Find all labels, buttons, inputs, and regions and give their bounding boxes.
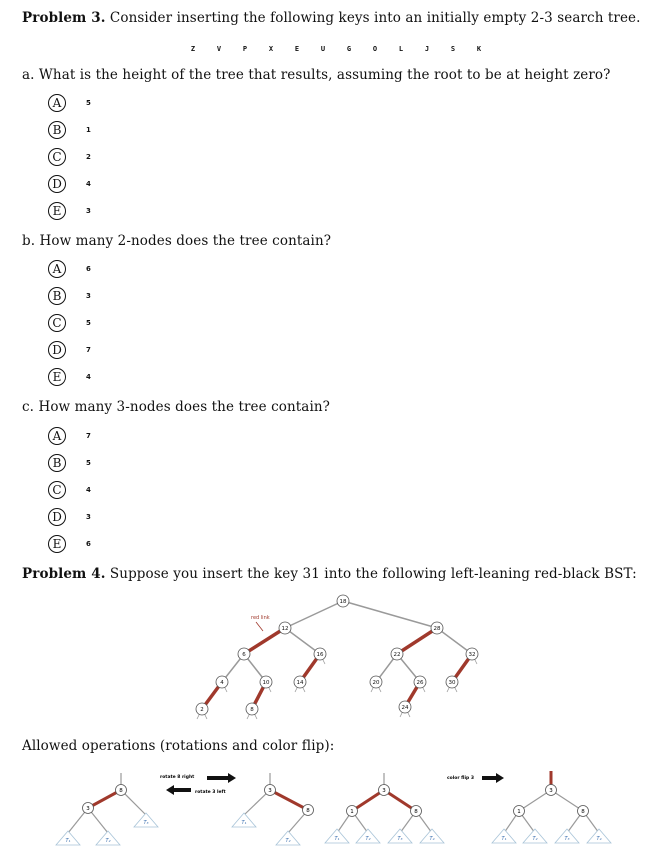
svg-text:3: 3 xyxy=(86,806,90,812)
color-flip-after-tree xyxy=(492,771,611,843)
option-letter: E xyxy=(48,202,66,220)
option-value: 1 xyxy=(86,126,91,134)
key: Z xyxy=(190,45,196,53)
rotate-right-label: rotate 8 right xyxy=(160,775,195,780)
key: S xyxy=(450,45,456,53)
option-letter: B xyxy=(48,121,66,139)
svg-text:3: 3 xyxy=(382,788,386,794)
red-link-pointer xyxy=(256,622,263,631)
tree-node xyxy=(466,648,478,660)
svg-text:20: 20 xyxy=(372,680,380,686)
option-value: 3 xyxy=(86,207,91,215)
option-b-E[interactable] xyxy=(48,367,91,387)
svg-text:T₃: T₃ xyxy=(397,836,403,842)
option-value: 6 xyxy=(86,540,91,548)
option-value: 4 xyxy=(86,373,91,381)
svg-text:8: 8 xyxy=(306,808,310,814)
tree-node xyxy=(246,703,258,715)
svg-text:T₁: T₁ xyxy=(501,836,507,842)
key: P xyxy=(242,45,248,53)
tree-node xyxy=(446,676,458,688)
key: E xyxy=(294,45,300,53)
tree-node xyxy=(391,648,403,660)
svg-text:T₂: T₂ xyxy=(532,836,538,842)
key: V xyxy=(216,45,222,53)
option-a-B[interactable] xyxy=(48,120,91,140)
tree-node xyxy=(216,676,228,688)
option-letter: B xyxy=(48,287,66,305)
tree-node xyxy=(279,622,291,634)
svg-text:32: 32 xyxy=(468,652,476,658)
tree-node xyxy=(414,676,426,688)
svg-text:T₄: T₄ xyxy=(429,836,435,842)
option-c-C[interactable] xyxy=(48,480,91,500)
tree-node xyxy=(238,648,250,660)
tree-node xyxy=(196,703,208,715)
tree-node xyxy=(431,622,443,634)
color-flip-before-tree xyxy=(325,773,444,843)
option-letter: D xyxy=(48,175,66,193)
svg-text:12: 12 xyxy=(281,626,289,632)
color-flip-label: color flip 3 xyxy=(447,776,474,781)
svg-text:28: 28 xyxy=(433,626,441,632)
svg-text:16: 16 xyxy=(316,652,324,658)
tree-node xyxy=(314,648,326,660)
tree-node xyxy=(337,595,349,607)
question-b: b. How many 2-nodes does the tree contain? xyxy=(22,233,332,249)
svg-text:T₃: T₃ xyxy=(564,836,570,842)
tree-edge-black xyxy=(285,601,343,628)
option-value: 4 xyxy=(86,486,91,494)
option-letter: E xyxy=(48,535,66,553)
option-c-D[interactable] xyxy=(48,507,91,527)
option-a-C[interactable] xyxy=(48,147,91,167)
svg-text:1: 1 xyxy=(350,809,354,815)
problem-4-label: Problem 4. xyxy=(22,566,106,582)
option-c-E[interactable] xyxy=(48,534,91,554)
option-value: 7 xyxy=(86,432,91,440)
problem-3-label: Problem 3. xyxy=(22,10,106,26)
llrb-tree-diagram xyxy=(0,590,672,730)
svg-text:1: 1 xyxy=(517,809,521,815)
svg-text:T₄: T₄ xyxy=(596,836,602,842)
rotation-before-tree xyxy=(56,773,158,845)
key: K xyxy=(476,45,482,53)
option-value: 4 xyxy=(86,180,91,188)
tree-edge-red xyxy=(244,628,285,654)
option-letter: D xyxy=(48,341,66,359)
option-b-A[interactable] xyxy=(48,259,91,279)
svg-text:3: 3 xyxy=(268,788,272,794)
option-a-A[interactable] xyxy=(48,93,91,113)
option-letter: D xyxy=(48,508,66,526)
allowed-operations-text: Allowed operations (rotations and color flip): xyxy=(22,738,335,754)
option-letter: B xyxy=(48,454,66,472)
tree-edge-black xyxy=(343,601,437,628)
option-value: 5 xyxy=(86,319,91,327)
rotation-after-tree xyxy=(232,773,314,845)
problem-3-statement xyxy=(22,10,641,26)
option-c-B[interactable] xyxy=(48,453,91,473)
svg-text:T₁: T₁ xyxy=(241,820,247,826)
problem-3-text: Consider inserting the following keys into an initially empty 2-3 search tree. xyxy=(109,10,641,26)
option-value: 3 xyxy=(86,513,91,521)
tree-node xyxy=(399,701,411,713)
option-value: 6 xyxy=(86,265,91,273)
svg-text:T₂: T₂ xyxy=(105,838,111,844)
key: G xyxy=(346,45,352,53)
tree-node xyxy=(370,676,382,688)
svg-text:14: 14 xyxy=(296,680,304,686)
svg-text:24: 24 xyxy=(401,705,409,711)
option-b-C[interactable] xyxy=(48,313,91,333)
option-letter: C xyxy=(48,481,66,499)
svg-text:18: 18 xyxy=(339,599,347,605)
option-letter: C xyxy=(48,148,66,166)
svg-text:8: 8 xyxy=(250,707,254,713)
option-value: 7 xyxy=(86,346,91,354)
option-letter: A xyxy=(48,94,66,112)
red-link-label: red link xyxy=(251,615,270,621)
arrow-right-icon xyxy=(482,773,504,783)
svg-text:10: 10 xyxy=(262,680,270,686)
key-sequence xyxy=(0,45,672,53)
key: O xyxy=(372,45,378,53)
key: X xyxy=(268,45,274,53)
option-letter: A xyxy=(48,427,66,445)
arrow-left-icon xyxy=(166,785,191,795)
arrow-right-icon xyxy=(207,773,236,783)
option-letter: E xyxy=(48,368,66,386)
svg-text:3: 3 xyxy=(549,788,553,794)
option-letter: A xyxy=(48,260,66,278)
tree-node xyxy=(260,676,272,688)
svg-text:22: 22 xyxy=(393,652,401,658)
svg-text:4: 4 xyxy=(220,680,224,686)
tree-edge-black xyxy=(285,628,320,654)
tree-node xyxy=(294,676,306,688)
option-value: 3 xyxy=(86,292,91,300)
svg-text:T₃: T₃ xyxy=(143,820,149,826)
svg-text:T₂: T₂ xyxy=(285,838,291,844)
svg-text:8: 8 xyxy=(119,788,123,794)
option-a-E[interactable] xyxy=(48,201,91,221)
option-c-A[interactable] xyxy=(48,426,91,446)
option-a-D[interactable] xyxy=(48,174,91,194)
svg-text:30: 30 xyxy=(448,680,456,686)
svg-text:6: 6 xyxy=(242,652,246,658)
problem-4-statement xyxy=(22,566,637,582)
option-value: 5 xyxy=(86,99,91,107)
operations-diagram xyxy=(0,765,672,859)
svg-text:8: 8 xyxy=(414,809,418,815)
key: U xyxy=(320,45,326,53)
option-b-B[interactable] xyxy=(48,286,91,306)
problem-4-text: Suppose you insert the key 31 into the following left-leaning red-black BST: xyxy=(109,566,637,582)
key: L xyxy=(398,45,404,53)
tree-edge-black xyxy=(437,628,472,654)
option-letter: C xyxy=(48,314,66,332)
key: J xyxy=(424,45,430,53)
option-b-D[interactable] xyxy=(48,340,91,360)
option-value: 2 xyxy=(86,153,91,161)
svg-text:T₁: T₁ xyxy=(334,836,340,842)
svg-text:8: 8 xyxy=(581,809,585,815)
svg-text:T₂: T₂ xyxy=(365,836,371,842)
question-a: a. What is the height of the tree that results, assuming the root to be at height zero? xyxy=(22,67,611,83)
option-value: 5 xyxy=(86,459,91,467)
question-c: c. How many 3-nodes does the tree contain? xyxy=(22,399,331,415)
tree-edge-red xyxy=(397,628,437,654)
svg-text:2: 2 xyxy=(200,707,204,713)
svg-text:26: 26 xyxy=(416,680,424,686)
rotate-left-label: rotate 3 left xyxy=(195,790,226,795)
svg-text:T₁: T₁ xyxy=(65,838,71,844)
